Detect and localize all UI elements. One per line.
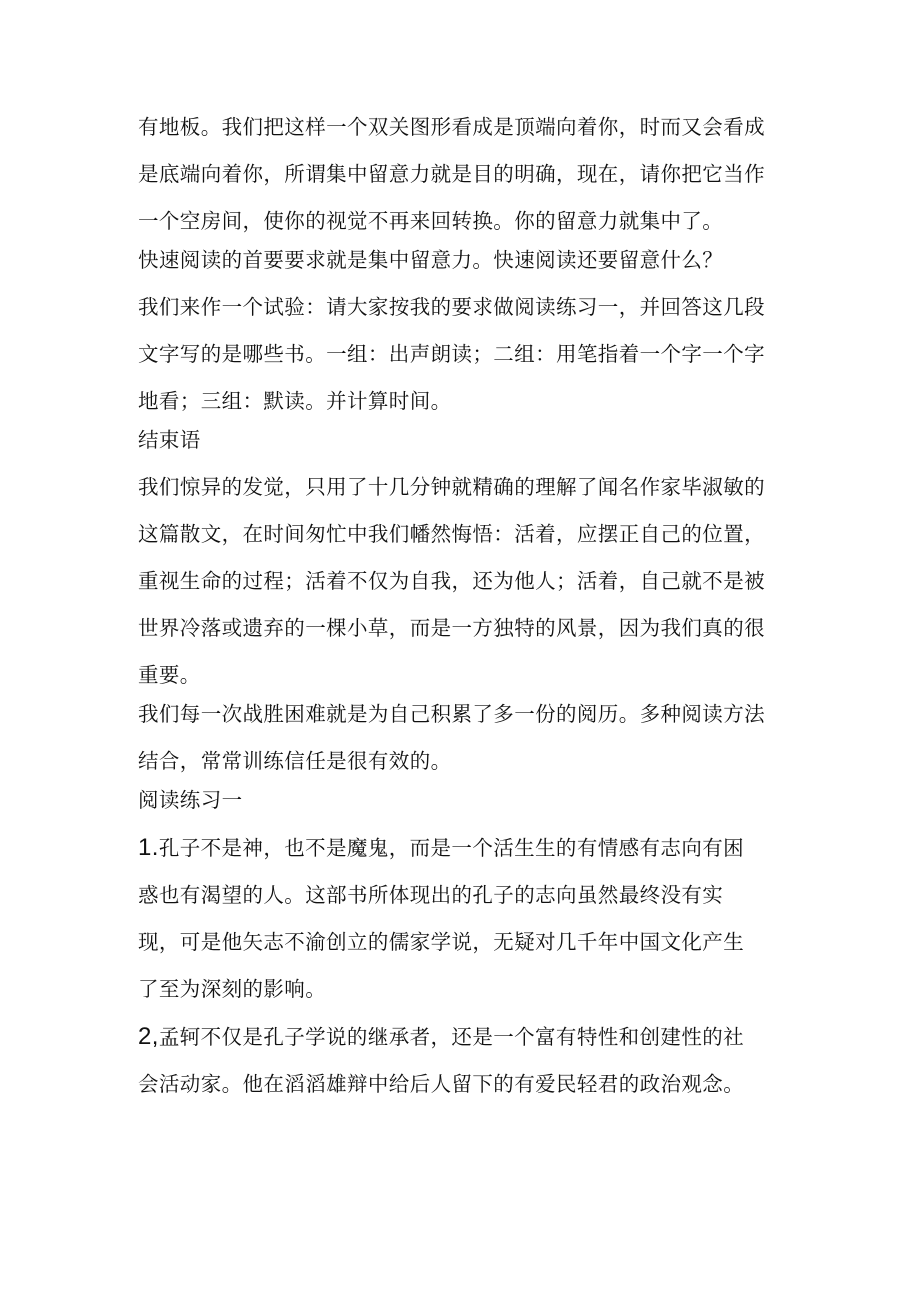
text-line: 世界冷落或遗弃的一棵小草，而是一方独特的风景，因为我们真的很 xyxy=(138,616,765,640)
section-heading: 结束语 xyxy=(138,428,201,452)
text-line: 地看；三组：默读。并计算时间。 xyxy=(138,389,452,413)
list-item-number: 1. xyxy=(138,834,159,861)
text-line: 我们来作一个试验：请大家按我的要求做阅读练习一，并回答这几段 xyxy=(138,295,765,319)
text-line: 会活动家。他在滔滔雄辩中给后人留下的有爱民轻君的政治观念。 xyxy=(138,1072,745,1096)
text-line: 快速阅读的首要要求就是集中留意力。快速阅读还要留意什么？ xyxy=(138,248,724,272)
text-line: 重视生命的过程；活着不仅为自我，还为他人；活着，自己就不是被 xyxy=(138,569,765,593)
text-line: 是底端向着你，所谓集中留意力就是目的明确，现在，请你把它当作 xyxy=(138,162,765,186)
list-item-number: 2, xyxy=(138,1023,159,1050)
document-body xyxy=(138,104,788,1108)
text-line: 我们每一次战胜困难就是为自己积累了多一份的阅历。多种阅读方法 xyxy=(138,702,765,726)
text-line: 现，可是他矢志不渝创立的儒家学说，无疑对几千年中国文化产生 xyxy=(138,930,745,954)
text-line: 了至为深刻的影响。 xyxy=(138,977,327,1001)
section-heading: 阅读练习一 xyxy=(138,788,243,812)
text-line: 结合，常常训练信任是很有效的。 xyxy=(138,749,452,773)
text-line: 文字写的是哪些书。一组：出声朗读；二组：用笔指着一个字一个字 xyxy=(138,342,765,366)
text-line: 惑也有渴望的人。这部书所体现出的孔子的志向虽然最终没有实 xyxy=(138,883,724,907)
text-line: 孟轲不仅是孔子学说的继承者，还是一个富有特性和创建性的社 xyxy=(158,1025,745,1049)
text-line: 这篇散文，在时间匆忙中我们幡然悔悟：活着，应摆正自己的位置， xyxy=(138,522,765,546)
list-item xyxy=(138,1013,788,1061)
text-line: 孔子不是神，也不是魔鬼，而是一个活生生的有情感有志向有困 xyxy=(158,836,745,860)
list-item xyxy=(138,824,788,872)
text-line: 重要。 xyxy=(138,663,201,687)
text-line: 我们惊异的发觉，只用了十几分钟就精确的理解了闻名作家毕淑敏的 xyxy=(138,475,765,499)
text-line: 有地板。我们把这样一个双关图形看成是顶端向着你，时而又会看成 xyxy=(138,115,765,139)
text-line: 一个空房间，使你的视觉不再来回转换。你的留意力就集中了。 xyxy=(138,209,724,233)
